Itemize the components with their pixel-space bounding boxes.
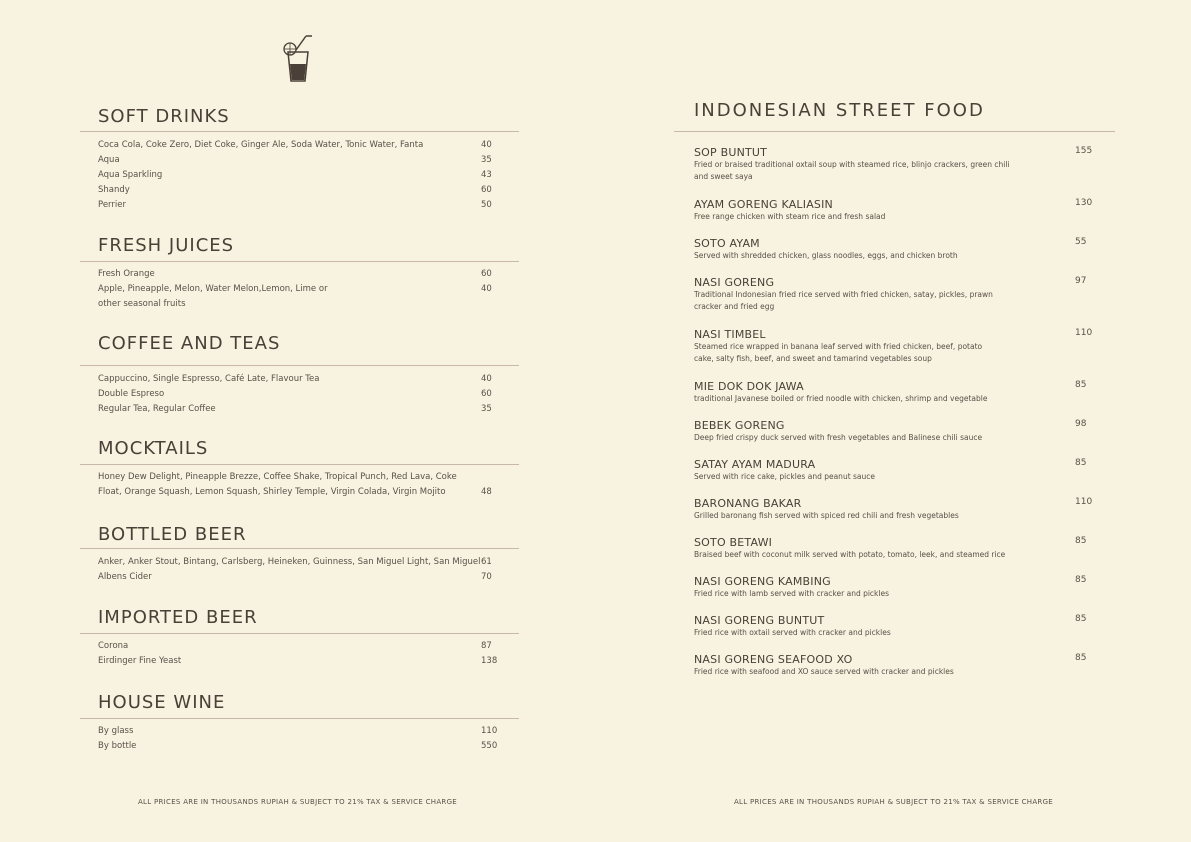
dish-name: NASI GORENG (694, 276, 775, 289)
dish-name: NASI GORENG BUNTUT (694, 614, 825, 627)
section-divider (80, 365, 519, 366)
item-name: Corona (98, 641, 129, 651)
dish-price: 85 (1075, 380, 1087, 390)
dish-price: 85 (1075, 458, 1087, 468)
item-price: 138 (481, 656, 498, 666)
drink-glass-icon (280, 34, 316, 84)
item-name: Cappuccino, Single Espresso, Café Late, Flavour Tea (98, 374, 320, 384)
dish-description: Fried rice with lamb served with cracker and pickles (694, 589, 890, 598)
section-title-bottled-beer: BOTTLED BEER (98, 524, 247, 545)
dish-name: SATAY AYAM MADURA (694, 458, 816, 471)
item-price: 70 (481, 572, 492, 582)
dish-description: Served with rice cake, pickles and peanut sauce (694, 472, 876, 481)
dish-description: traditional Javanese boiled or fried noodle with chicken, shrimp and vegetable (694, 394, 988, 403)
section-divider (80, 131, 519, 132)
section-title-house-wine: HOUSE WINE (98, 692, 226, 713)
dish-name: AYAM GORENG KALIASIN (694, 198, 833, 211)
item-name: Albens Cider (98, 572, 152, 582)
dish-name: NASI GORENG SEAFOOD XO (694, 653, 853, 666)
section-title-soft-drinks: SOFT DRINKS (98, 106, 230, 127)
section-divider (80, 633, 519, 634)
dish-price: 155 (1075, 146, 1093, 156)
dish-name: BARONANG BAKAR (694, 497, 802, 510)
dish-description: Grilled baronang fish served with spiced red chili and fresh vegetables (694, 511, 959, 520)
item-name: Honey Dew Delight, Pineapple Brezze, Coffee Shake, Tropical Punch, Red Lava, Coke Float, Orange Squash, Lemon Squash, Shirley Temple, Virgin Colada, Virgin Mojito (98, 472, 457, 497)
item-name: By bottle (98, 741, 137, 751)
item-name: Eirdinger Fine Yeast (98, 656, 182, 666)
item-name: Shandy (98, 185, 130, 195)
dish-price: 55 (1075, 237, 1087, 247)
section-title-indonesian-street-food: INDONESIAN STREET FOOD (694, 100, 985, 121)
item-name: Fresh Orange (98, 269, 155, 279)
right-page (596, 0, 1191, 842)
item-price: 40 (481, 140, 492, 150)
section-divider (674, 131, 1115, 132)
item-price: 40 (481, 374, 492, 384)
section-divider (80, 464, 519, 465)
item-price: 50 (481, 200, 492, 210)
dish-name: SOTO BETAWI (694, 536, 773, 549)
item-name: By glass (98, 726, 134, 736)
dish-description: Steamed rice wrapped in banana leaf served with fried chicken, beef, potato cake, salty fish, beef, and sweet and tamarind vegetables soup (694, 342, 983, 363)
dish-price: 98 (1075, 419, 1087, 429)
dish-description: Braised beef with coconut milk served with potato, tomato, leek, and steamed rice (694, 550, 1006, 559)
dish-description: Fried or braised traditional oxtail soup with steamed rice, blinjo crackers, green chili and sweet saya (694, 160, 1010, 181)
dish-price: 110 (1075, 497, 1093, 507)
section-title-imported-beer: IMPORTED BEER (98, 607, 258, 628)
item-price: 87 (481, 641, 492, 651)
item-price: 43 (481, 170, 492, 180)
item-name: Double Espreso (98, 389, 165, 399)
item-price: 110 (481, 726, 498, 736)
dish-price: 85 (1075, 575, 1087, 585)
dish-price: 85 (1075, 614, 1087, 624)
item-price: 60 (481, 389, 492, 399)
dish-name: NASI TIMBEL (694, 328, 766, 341)
dish-name: NASI GORENG KAMBING (694, 575, 831, 588)
dish-price: 110 (1075, 328, 1093, 338)
dish-name: BEBEK GORENG (694, 419, 785, 432)
item-name: Regular Tea, Regular Coffee (98, 404, 216, 414)
item-price: 61 (481, 557, 492, 567)
section-title-fresh-juices: FRESH JUICES (98, 235, 235, 256)
dish-description: Traditional Indonesian fried rice served with fried chicken, satay, pickles, prawn cracker and fried egg (694, 290, 993, 311)
item-price: 40 (481, 284, 492, 294)
item-price: 48 (481, 487, 492, 497)
section-title-coffee-and-teas: COFFEE AND TEAS (98, 333, 281, 354)
item-name: Coca Cola, Coke Zero, Diet Coke, Ginger Ale, Soda Water, Tonic Water, Fanta (98, 140, 424, 150)
section-divider (80, 261, 519, 262)
item-name: Perrier (98, 200, 126, 210)
dish-description: Deep fried crispy duck served with fresh vegetables and Balinese chili sauce (694, 433, 983, 442)
dish-price: 85 (1075, 653, 1087, 663)
section-divider (80, 548, 519, 549)
dish-description: Fried rice with seafood and XO sauce served with cracker and pickles (694, 667, 954, 676)
dish-name: MIE DOK DOK JAWA (694, 380, 804, 393)
left-page (0, 0, 595, 842)
dish-description: Fried rice with oxtail served with cracker and pickles (694, 628, 891, 637)
item-name: Aqua (98, 155, 120, 165)
item-price: 35 (481, 404, 492, 414)
dish-price: 85 (1075, 536, 1087, 546)
price-disclaimer: ALL PRICES ARE IN THOUSANDS RUPIAH & SUBJECT TO 21% TAX & SERVICE CHARGE (733, 798, 1054, 806)
dish-name: SOP BUNTUT (694, 146, 768, 159)
dish-name: SOTO AYAM (694, 237, 760, 250)
item-price: 550 (481, 741, 498, 751)
section-divider (80, 718, 519, 719)
item-name: Apple, Pineapple, Melon, Water Melon,Lemon, Lime or other seasonal fruits (98, 284, 328, 309)
item-price: 60 (481, 269, 492, 279)
dish-description: Served with shredded chicken, glass noodles, eggs, and chicken broth (694, 251, 958, 260)
section-title-mocktails: MOCKTAILS (98, 438, 209, 459)
dish-price: 130 (1075, 198, 1093, 208)
item-name: Aqua Sparkling (98, 170, 163, 180)
item-price: 60 (481, 185, 492, 195)
dish-price: 97 (1075, 276, 1087, 286)
dish-description: Free range chicken with steam rice and fresh salad (694, 212, 886, 221)
price-disclaimer: ALL PRICES ARE IN THOUSANDS RUPIAH & SUBJECT TO 21% TAX & SERVICE CHARGE (137, 798, 458, 806)
item-name: Anker, Anker Stout, Bintang, Carlsberg, Heineken, Guinness, San Miguel Light, San Miguel (98, 557, 481, 567)
item-price: 35 (481, 155, 492, 165)
